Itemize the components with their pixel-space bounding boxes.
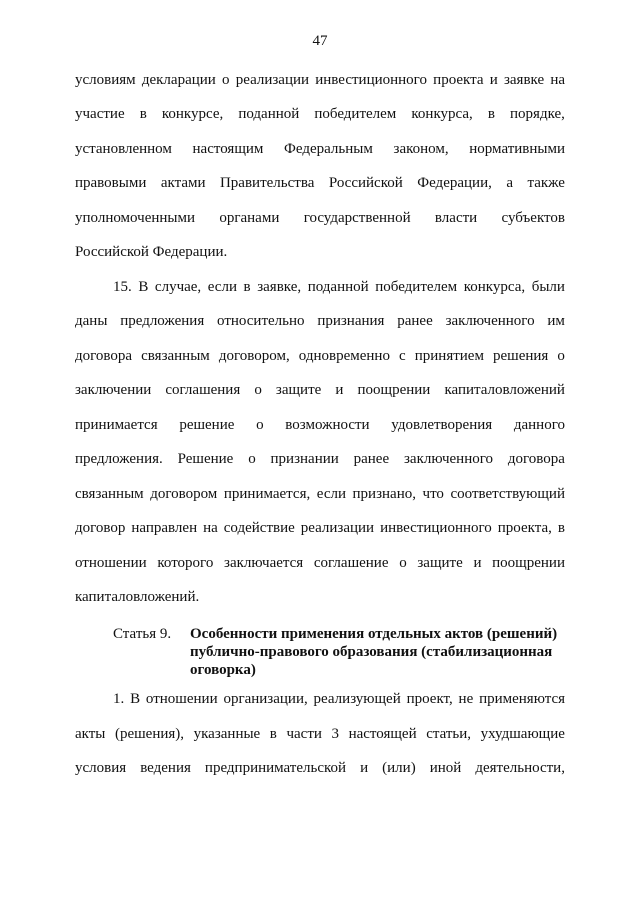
word: нормативными: [469, 141, 565, 157]
text-line: [75, 519, 565, 537]
word: В: [138, 279, 149, 295]
word: ранее: [353, 451, 390, 467]
word: реализующей: [313, 691, 401, 707]
article-title-line: публично-правового образования (стабилизационная: [190, 644, 553, 660]
article-label: Статья 9.: [113, 626, 172, 642]
word: субъектов: [501, 210, 565, 226]
word: были: [531, 279, 565, 295]
word: договора: [507, 451, 565, 467]
word: поданной: [307, 279, 369, 295]
word: заключенного: [445, 313, 535, 329]
word: а: [506, 175, 513, 191]
word: проекта,: [497, 520, 552, 536]
word: отношении: [145, 691, 218, 707]
word: Федеральным: [284, 141, 373, 157]
word: на: [203, 520, 218, 536]
word: о: [557, 348, 565, 364]
word: принимается: [75, 417, 158, 433]
word: власти: [434, 210, 478, 226]
text-line: [75, 140, 565, 158]
word: связанным: [141, 348, 210, 364]
word: в: [243, 279, 251, 295]
word: в: [487, 106, 495, 122]
word: статьи,: [426, 726, 472, 742]
word: не: [458, 691, 474, 707]
word: поощрении: [357, 382, 431, 398]
word: Решение: [177, 451, 234, 467]
word: В: [130, 691, 141, 707]
word: о: [399, 555, 407, 571]
word: удовлетворения: [391, 417, 493, 433]
word: поданной: [238, 106, 300, 122]
word: конкурсе,: [161, 106, 224, 122]
word: ранее: [397, 313, 433, 329]
text-line: [75, 485, 565, 503]
word: акты: [75, 726, 106, 742]
word: предложения: [120, 313, 205, 329]
word: направлен: [131, 520, 198, 536]
word: в: [269, 726, 277, 742]
word: о: [256, 417, 264, 433]
word: связанным: [75, 486, 144, 502]
word: реализации: [235, 72, 310, 88]
word: предложения.: [75, 451, 163, 467]
word: соглашения: [165, 382, 241, 398]
word: если: [316, 486, 346, 502]
word: и: [489, 72, 498, 88]
word: (решения),: [114, 726, 185, 742]
word: порядке,: [510, 106, 565, 122]
word: организации,: [223, 691, 308, 707]
word: условиям: [75, 72, 136, 88]
word: принимается,: [223, 486, 311, 502]
text-line: [75, 554, 565, 572]
word: указанные: [193, 726, 261, 742]
word: им: [547, 313, 565, 329]
word: заключенного: [403, 451, 494, 467]
word: конкурса,: [411, 106, 473, 122]
word: ухудшающие: [480, 726, 565, 742]
word: проекта: [433, 72, 484, 88]
word: защите: [275, 382, 322, 398]
word: с: [399, 348, 406, 364]
word: на: [550, 72, 565, 88]
word: актами: [160, 175, 206, 191]
word: проект,: [406, 691, 453, 707]
word: данного: [513, 417, 565, 433]
word: и: [360, 760, 369, 776]
word: 15.: [113, 279, 132, 295]
word: отношении: [75, 555, 147, 571]
word: что: [422, 486, 444, 502]
word: о: [254, 382, 262, 398]
word: условия: [75, 760, 127, 776]
word: (или): [382, 760, 416, 776]
text-line: [75, 347, 565, 365]
word: договором: [150, 486, 218, 502]
word: реализации: [300, 520, 375, 536]
word: решение: [179, 417, 235, 433]
text-line: [75, 71, 565, 89]
word: части: [286, 726, 322, 742]
text-line: [75, 759, 565, 777]
word: настоящей: [348, 726, 417, 742]
word: поощрении: [492, 555, 565, 571]
page-number: 47: [312, 33, 328, 49]
word: также: [527, 175, 565, 191]
word: государственной: [303, 210, 411, 226]
word: декларации: [141, 72, 216, 88]
word: заявке,: [257, 279, 302, 295]
word: инвестиционного: [380, 520, 492, 536]
word: признания: [317, 313, 385, 329]
word: даны: [75, 313, 108, 329]
word: если: [207, 279, 237, 295]
word: уполномоченными: [75, 210, 196, 226]
word: договор: [75, 520, 126, 536]
article-title-line: Особенности применения отдельных актов (решений): [190, 626, 558, 642]
word: о: [222, 72, 230, 88]
word: которого: [157, 555, 214, 571]
word: заключается: [224, 555, 304, 571]
word: признании: [270, 451, 339, 467]
word: признано,: [352, 486, 416, 502]
word: относительно: [217, 313, 305, 329]
word: 3: [331, 726, 339, 742]
text-line: [113, 690, 565, 708]
article-title-line: оговорка): [190, 662, 256, 678]
text-line: [75, 105, 565, 123]
word: законом,: [393, 141, 449, 157]
word: случае,: [154, 279, 202, 295]
word: установленном: [75, 141, 172, 157]
word: содействие: [223, 520, 295, 536]
word: договора: [75, 348, 133, 364]
word: соглашение: [313, 555, 389, 571]
word: защите: [417, 555, 463, 571]
word: в: [557, 520, 565, 536]
word: ведения: [140, 760, 191, 776]
word: соответствующий: [450, 486, 565, 502]
text-line: капиталовложений.: [75, 589, 200, 605]
word: возможности: [285, 417, 370, 433]
word: капиталовложений: [444, 382, 565, 398]
word: 1.: [113, 691, 125, 707]
text-line: [75, 174, 565, 192]
word: правовыми: [75, 175, 147, 191]
word: одновременно: [298, 348, 390, 364]
text-line: [75, 209, 565, 227]
word: о: [248, 451, 256, 467]
word: применяются: [479, 691, 565, 707]
word: заявке: [503, 72, 545, 88]
word: инвестиционного: [315, 72, 427, 88]
word: победителем: [375, 279, 458, 295]
word: победителем: [314, 106, 397, 122]
text-line: [75, 416, 565, 434]
word: в: [139, 106, 147, 122]
word: заключении: [75, 382, 152, 398]
article-title: [190, 625, 580, 679]
word: решения: [493, 348, 549, 364]
word: и: [473, 555, 482, 571]
word: Правительства: [219, 175, 315, 191]
text-line: Российской Федерации.: [75, 244, 228, 260]
text-line: [75, 450, 565, 468]
word: настоящим: [192, 141, 264, 157]
word: органами: [219, 210, 280, 226]
word: Российской: [328, 175, 403, 191]
word: предпринимательской: [204, 760, 347, 776]
word: деятельности,: [475, 760, 565, 776]
text-line: [113, 278, 565, 296]
text-line: [75, 312, 565, 330]
word: договором,: [218, 348, 290, 364]
word: Федерации,: [417, 175, 492, 191]
text-line: [75, 381, 565, 399]
word: конкурса,: [463, 279, 526, 295]
word: иной: [429, 760, 462, 776]
word: и: [335, 382, 344, 398]
word: участие: [75, 106, 125, 122]
word: принятием: [414, 348, 484, 364]
text-line: [75, 725, 565, 743]
